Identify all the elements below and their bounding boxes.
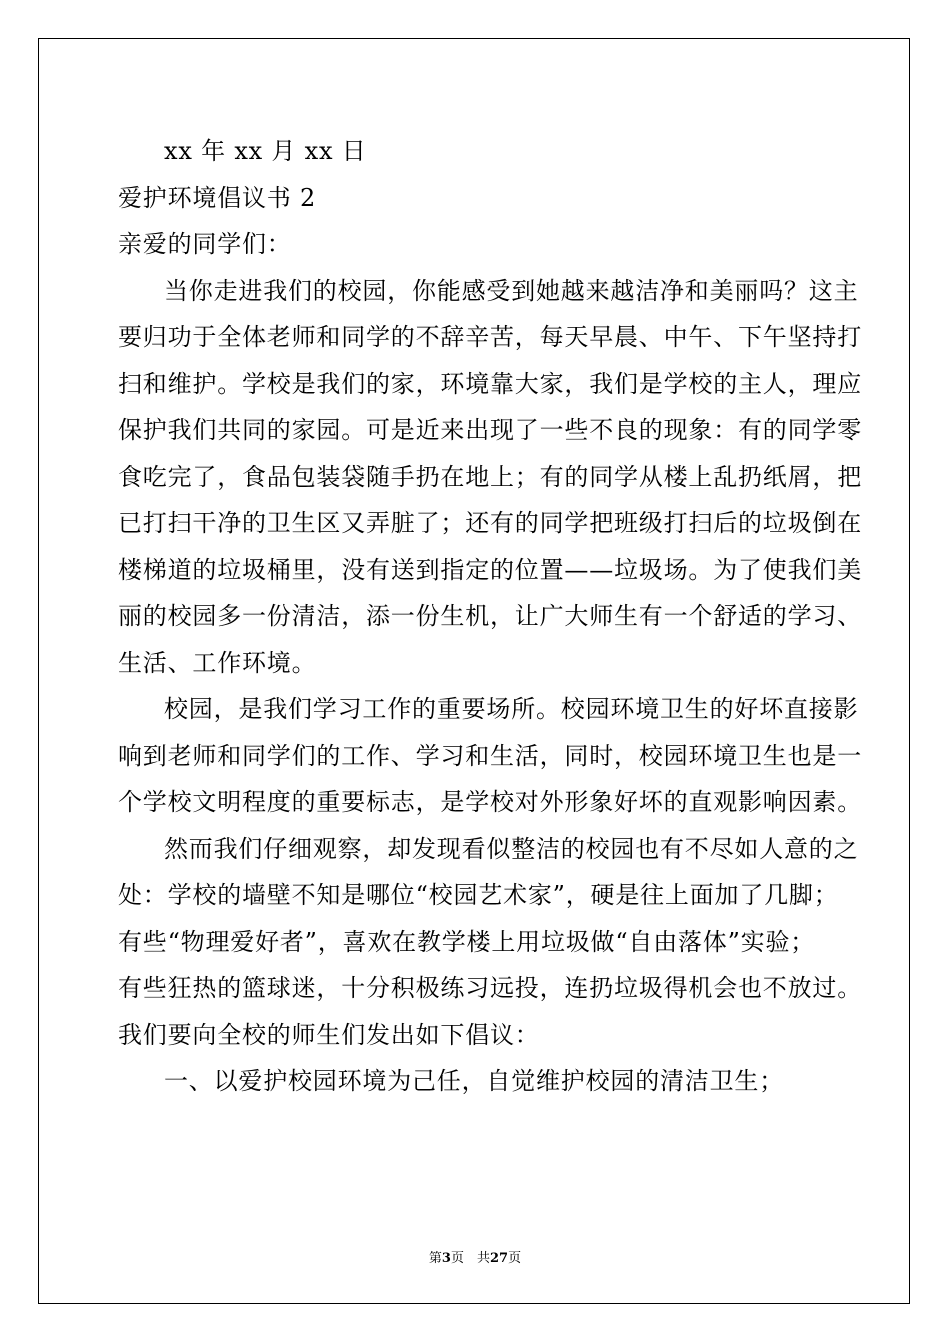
body-line: 一、以爱护校园环境为己任，自觉维护校园的清洁卫生； [164, 1067, 784, 1095]
date-line: xx 年 xx 月 xx 日 [164, 137, 367, 165]
document-title: 爱护环境倡议书 2 [118, 183, 317, 212]
body-line: 丽的校园多一份清洁，添一份生机，让广大师生有一个舒适的学习、 [118, 602, 862, 630]
footer-suffix: 页 [508, 1251, 522, 1266]
footer-mid: 页 共 [450, 1251, 490, 1266]
body-line: 生活、工作环境。 [118, 648, 317, 677]
body-line: 要归功于全体老师和同学的不辞辛苦，每天早晨、中午、下午坚持打 [118, 323, 862, 351]
body-line: 保护我们共同的家园。可是近来出现了一些不良的现象：有的同学零 [118, 416, 862, 444]
body-line: 我们要向全校的师生们发出如下倡议： [118, 1020, 540, 1049]
body-line: 校园，是我们学习工作的重要场所。校园环境卫生的好坏直接影 [164, 695, 859, 723]
body-line: 楼梯道的垃圾桶里，没有送到指定的位置——垃圾场。为了使我们美 [118, 555, 862, 584]
body-line: 有些“物理爱好者”，喜欢在教学楼上用垃圾做“自由落体”实验； [118, 927, 816, 956]
body-line: 个学校文明程度的重要标志，是学校对外形象好坏的直观影响因素。 [118, 788, 862, 816]
body-line: 处：学校的墙壁不知是哪位“校园艺术家”，硬是往上面加了几脚； [118, 881, 839, 909]
body-line: 已打扫干净的卫生区又弄脏了；还有的同学把班级打扫后的垃圾倒在 [118, 509, 862, 537]
body-lines [118, 268, 862, 1105]
body-line: 食吃完了，食品包装袋随手扔在地上；有的同学从楼上乱扔纸屑，把 [118, 462, 862, 491]
footer-total-pages: 27 [489, 1251, 509, 1266]
body-line: 当你走进我们的校园，你能感受到她越来越洁净和美丽吗？这主 [164, 276, 859, 305]
page-footer [0, 1247, 950, 1266]
document-body [118, 128, 862, 1105]
body-line: 然而我们仔细观察，却发现看似整洁的校园也有不尽如人意的之 [164, 834, 859, 863]
body-line: 有些狂热的篮球迷，十分积极练习远投，连扔垃圾得机会也不放过。 [118, 974, 862, 1002]
body-line: 扫和维护。学校是我们的家，环境靠大家，我们是学校的主人，理应 [118, 369, 862, 398]
body-line: 响到老师和同学们的工作、学习和生活，同时，校园环境卫生也是一 [118, 741, 862, 770]
footer-page-number: 3 [441, 1251, 451, 1266]
salutation: 亲爱的同学们： [118, 230, 292, 258]
footer-prefix: 第 [428, 1251, 442, 1266]
